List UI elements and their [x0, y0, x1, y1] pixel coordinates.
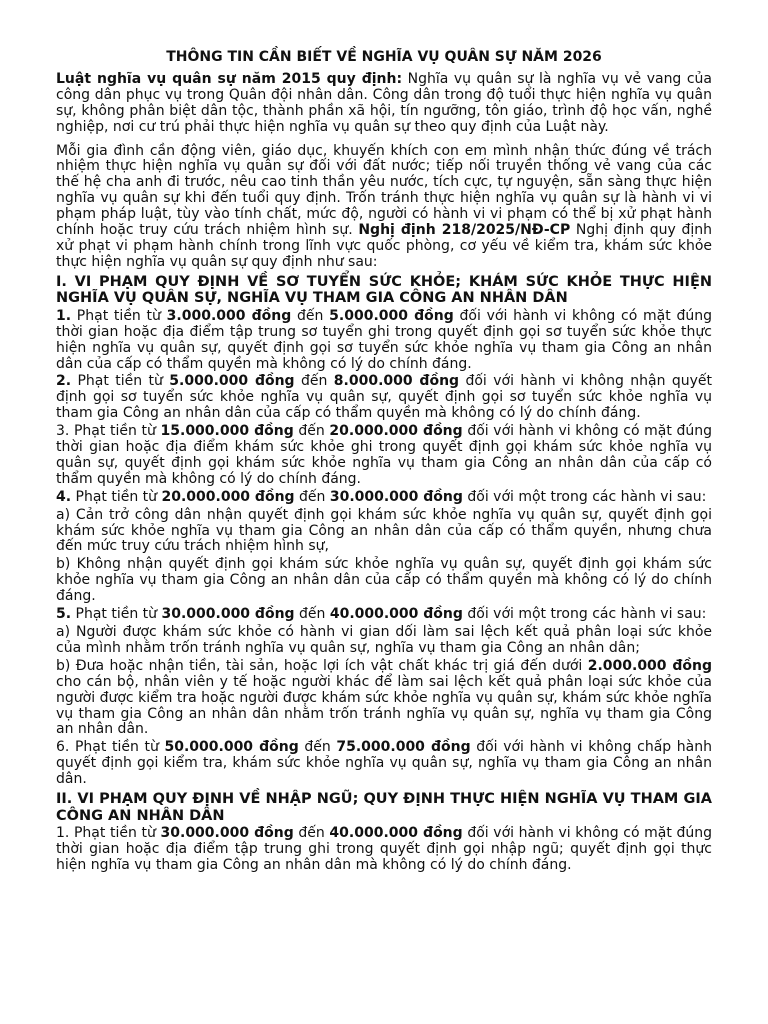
fine-min: 30.000.000 đồng — [161, 606, 295, 623]
section-1-item-5 — [56, 607, 712, 623]
section-1-item-3 — [56, 424, 712, 488]
fine-min: 3.000.000 đồng — [166, 307, 292, 324]
decree-reference: Nghị định 218/2025/NĐ-CP — [358, 222, 571, 239]
family-text: Mỗi gia đình cần động viên, giáo dục, khuyến khích con em mình nhận thức đúng về trách nhiệm thực hiện nghĩa vụ quân sự đối với đất nước; tiếp nối truyền thống vẻ vang của các thế hệ cha anh đi trước, nêu cao tinh thần yêu nước, tích cực, tự nguyện, sẵn sàng thực hiện nghĩa vụ quân sự khi đến tuổi quy định. Trốn tránh thực hiện nghĩa vụ quân sự là hành vi vi phạm pháp luật, tùy vào tính chất, mức độ, người có hành vi vi phạm có thể bị xử phạt hành chính hoặc truy cứu trách nhiệm hình sự. — [56, 142, 712, 239]
decree-text: Nghị định quy định xử phạt vi phạm hành chính trong lĩnh vực quốc phòng, cơ yếu về kiểm tra, khám sức khỏe thực hiện nghĩa vụ quân sự quy định như sau: — [56, 222, 713, 270]
law-reference: Luật nghĩa vụ quân sự năm 2015 quy định: — [56, 70, 403, 87]
fine-max: 30.000.000 đồng — [329, 488, 463, 505]
fine-min: 30.000.000 đồng — [160, 825, 294, 842]
item-text: đến — [294, 606, 330, 623]
item-text: Phạt tiền từ — [71, 606, 162, 623]
section-1-item-5a: a) Người được khám sức khỏe có hành vi gian dối làm sai lệch kết quả phân loại sức khỏe của mình nhằm trốn tránh nghĩa vụ quân sự, nghĩa vụ tham gia Công an nhân dân; — [56, 624, 712, 656]
item-text: Phạt tiền từ — [69, 739, 165, 756]
item-text: đến — [298, 739, 337, 756]
fine-min: 15.000.000 đồng — [160, 423, 294, 440]
item-number: 6. — [56, 739, 70, 756]
fine-max: 75.000.000 đồng — [336, 739, 471, 756]
section-2-heading: II. VI PHẠM QUY ĐỊNH VỀ NHẬP NGŨ; QUY ĐỊNH THỰC HIỆN NGHĨA VỤ THAM GIA CÔNG AN NHÂN DÂN — [56, 791, 712, 824]
section-2-item-1 — [56, 826, 712, 874]
intro-paragraph — [56, 72, 712, 136]
section-1-item-4 — [56, 490, 712, 506]
bribe-amount: 2.000.000 đồng — [587, 657, 712, 674]
item-text: đối với một trong các hành vi sau: — [462, 606, 707, 623]
item-text: Phạt tiền từ — [69, 825, 161, 842]
item-text: đến — [291, 307, 330, 324]
item-text: đến — [293, 423, 330, 440]
item-text: Phạt tiền từ — [71, 307, 167, 324]
item-text: đối với hành vi không chấp hành quyết định gọi kiểm tra, khám sức khỏe nghĩa vụ quân sự, nghĩa vụ tham gia Công an nhân dân. — [56, 739, 712, 788]
fine-min: 20.000.000 đồng — [161, 488, 295, 505]
section-1-item-2 — [56, 374, 712, 422]
item-text: đối với một trong các hành vi sau: — [462, 488, 707, 505]
item-text: đối với hành vi không có mặt đúng thời gian hoặc địa điểm khám sức khỏe ghi trong quyết định gọi khám sức khỏe nghĩa vụ quân sự, quyết định gọi khám sức khỏe nghĩa vụ tham gia Công an nhân dân của cấp có thẩm quyền mà không có lý do chính đáng. — [56, 423, 712, 487]
item-number: 3. — [56, 423, 70, 440]
intro-text: Nghĩa vụ quân sự là nghĩa vụ vẻ vang của công dân phục vụ trong Quân đội nhân dân. Công dân trong độ tuổi thực hiện nghĩa vụ quân sự, không phân biệt dân tộc, thành phần xã hội, tín ngưỡng, tôn giáo, trình độ học vấn, nghề nghiệp, nơi cư trú phải thực hiện nghĩa vụ quân sự theo quy định của Luật này. — [56, 70, 712, 135]
item-number: 2. — [56, 373, 72, 390]
item-text: Phạt tiền từ — [71, 373, 170, 390]
item-number: 1. — [56, 825, 70, 842]
item-text: đến — [294, 488, 330, 505]
section-1-item-6 — [56, 740, 712, 788]
item-text: đối với hành vi không nhận quyết định gọi sơ tuyển sức khỏe nghĩa vụ quân sự, quyết định gọi sơ tuyển sức khỏe nghĩa vụ tham gia Công an nhân dân của cấp có thẩm quyền mà không có lý do chính đáng. — [56, 373, 713, 422]
section-1-item-1 — [56, 309, 712, 373]
item-text: đối với hành vi không có mặt đúng thời gian hoặc địa điểm tập trung sơ tuyển ghi trong quyết định gọi sơ tuyển sức khỏe thực hiện nghĩa vụ quân sự, quyết định gọi sơ tuyển sức khỏe nghĩa vụ tham gia Công an nhân dân của cấp có thẩm quyền mà không có lý do chính đáng. — [56, 307, 712, 372]
item-text: Phạt tiền từ — [69, 423, 161, 440]
fine-max: 5.000.000 đồng — [329, 307, 454, 324]
item-text: đến — [293, 825, 330, 842]
section-1-item-4a: a) Cản trở công dân nhận quyết định gọi khám sức khỏe nghĩa vụ quân sự, quyết định gọi khám sức khỏe nghĩa vụ tham gia Công an nhân dân của cấp có thẩm quyền, nhưng chưa đến mức truy cứu trách nhiệm hình sự, — [56, 506, 712, 555]
item-number: 4. — [56, 488, 72, 505]
section-1-item-4b: b) Không nhận quyết định gọi khám sức khỏe nghĩa vụ quân sự, quyết định gọi khám sức khỏe nghĩa vụ tham gia Công an nhân dân của cấp có thẩm quyền mà không có lý do chính đáng. — [56, 556, 712, 605]
fine-min: 50.000.000 đồng — [164, 739, 299, 756]
section-1-heading: I. VI PHẠM QUY ĐỊNH VỀ SƠ TUYỂN SỨC KHỎE; KHÁM SỨC KHỎE THỰC HIỆN NGHĨA VỤ QUÂN SỰ, NGHĨA VỤ THAM GIA CÔNG AN NHÂN DÂN — [56, 273, 712, 307]
item-text: cho cán bộ, nhân viên y tế hoặc người khác để làm sai lệch kết quả phân loại sức khỏe của người được kiểm tra hoặc người được khám sức khỏe nghĩa vụ quân sự, khám sức khỏe nghĩa vụ tham gia Công an nhân dân nhằm trốn tránh nghĩa vụ quân sự, nghĩa vụ tham gia Công an nhân dân. — [56, 673, 712, 738]
item-text: b) Đưa hoặc nhận tiền, tài sản, hoặc lợi ích vật chất khác trị giá đến dưới — [56, 657, 588, 674]
section-1-item-5b — [56, 659, 712, 739]
fine-max: 40.000.000 đồng — [329, 606, 463, 623]
document-title: THÔNG TIN CẦN BIẾT VỀ NGHĨA VỤ QUÂN SỰ NĂM 2026 — [166, 49, 602, 65]
item-text: đến — [294, 373, 334, 390]
fine-max: 40.000.000 đồng — [329, 825, 463, 842]
item-number: 5. — [56, 606, 72, 623]
family-paragraph — [56, 144, 712, 271]
item-text: Phạt tiền từ — [71, 488, 162, 505]
fine-max: 8.000.000 đồng — [333, 373, 460, 390]
fine-max: 20.000.000 đồng — [329, 423, 463, 440]
fine-min: 5.000.000 đồng — [169, 373, 295, 390]
item-text: đối với hành vi không có mặt đúng thời gian hoặc địa điểm tập trung ghi trong quyết định gọi nhập ngũ; quyết định gọi thực hiện nghĩa vụ tham gia Công an nhân dân mà không có lý do chính đáng. — [56, 825, 712, 873]
item-number: 1. — [56, 307, 72, 324]
